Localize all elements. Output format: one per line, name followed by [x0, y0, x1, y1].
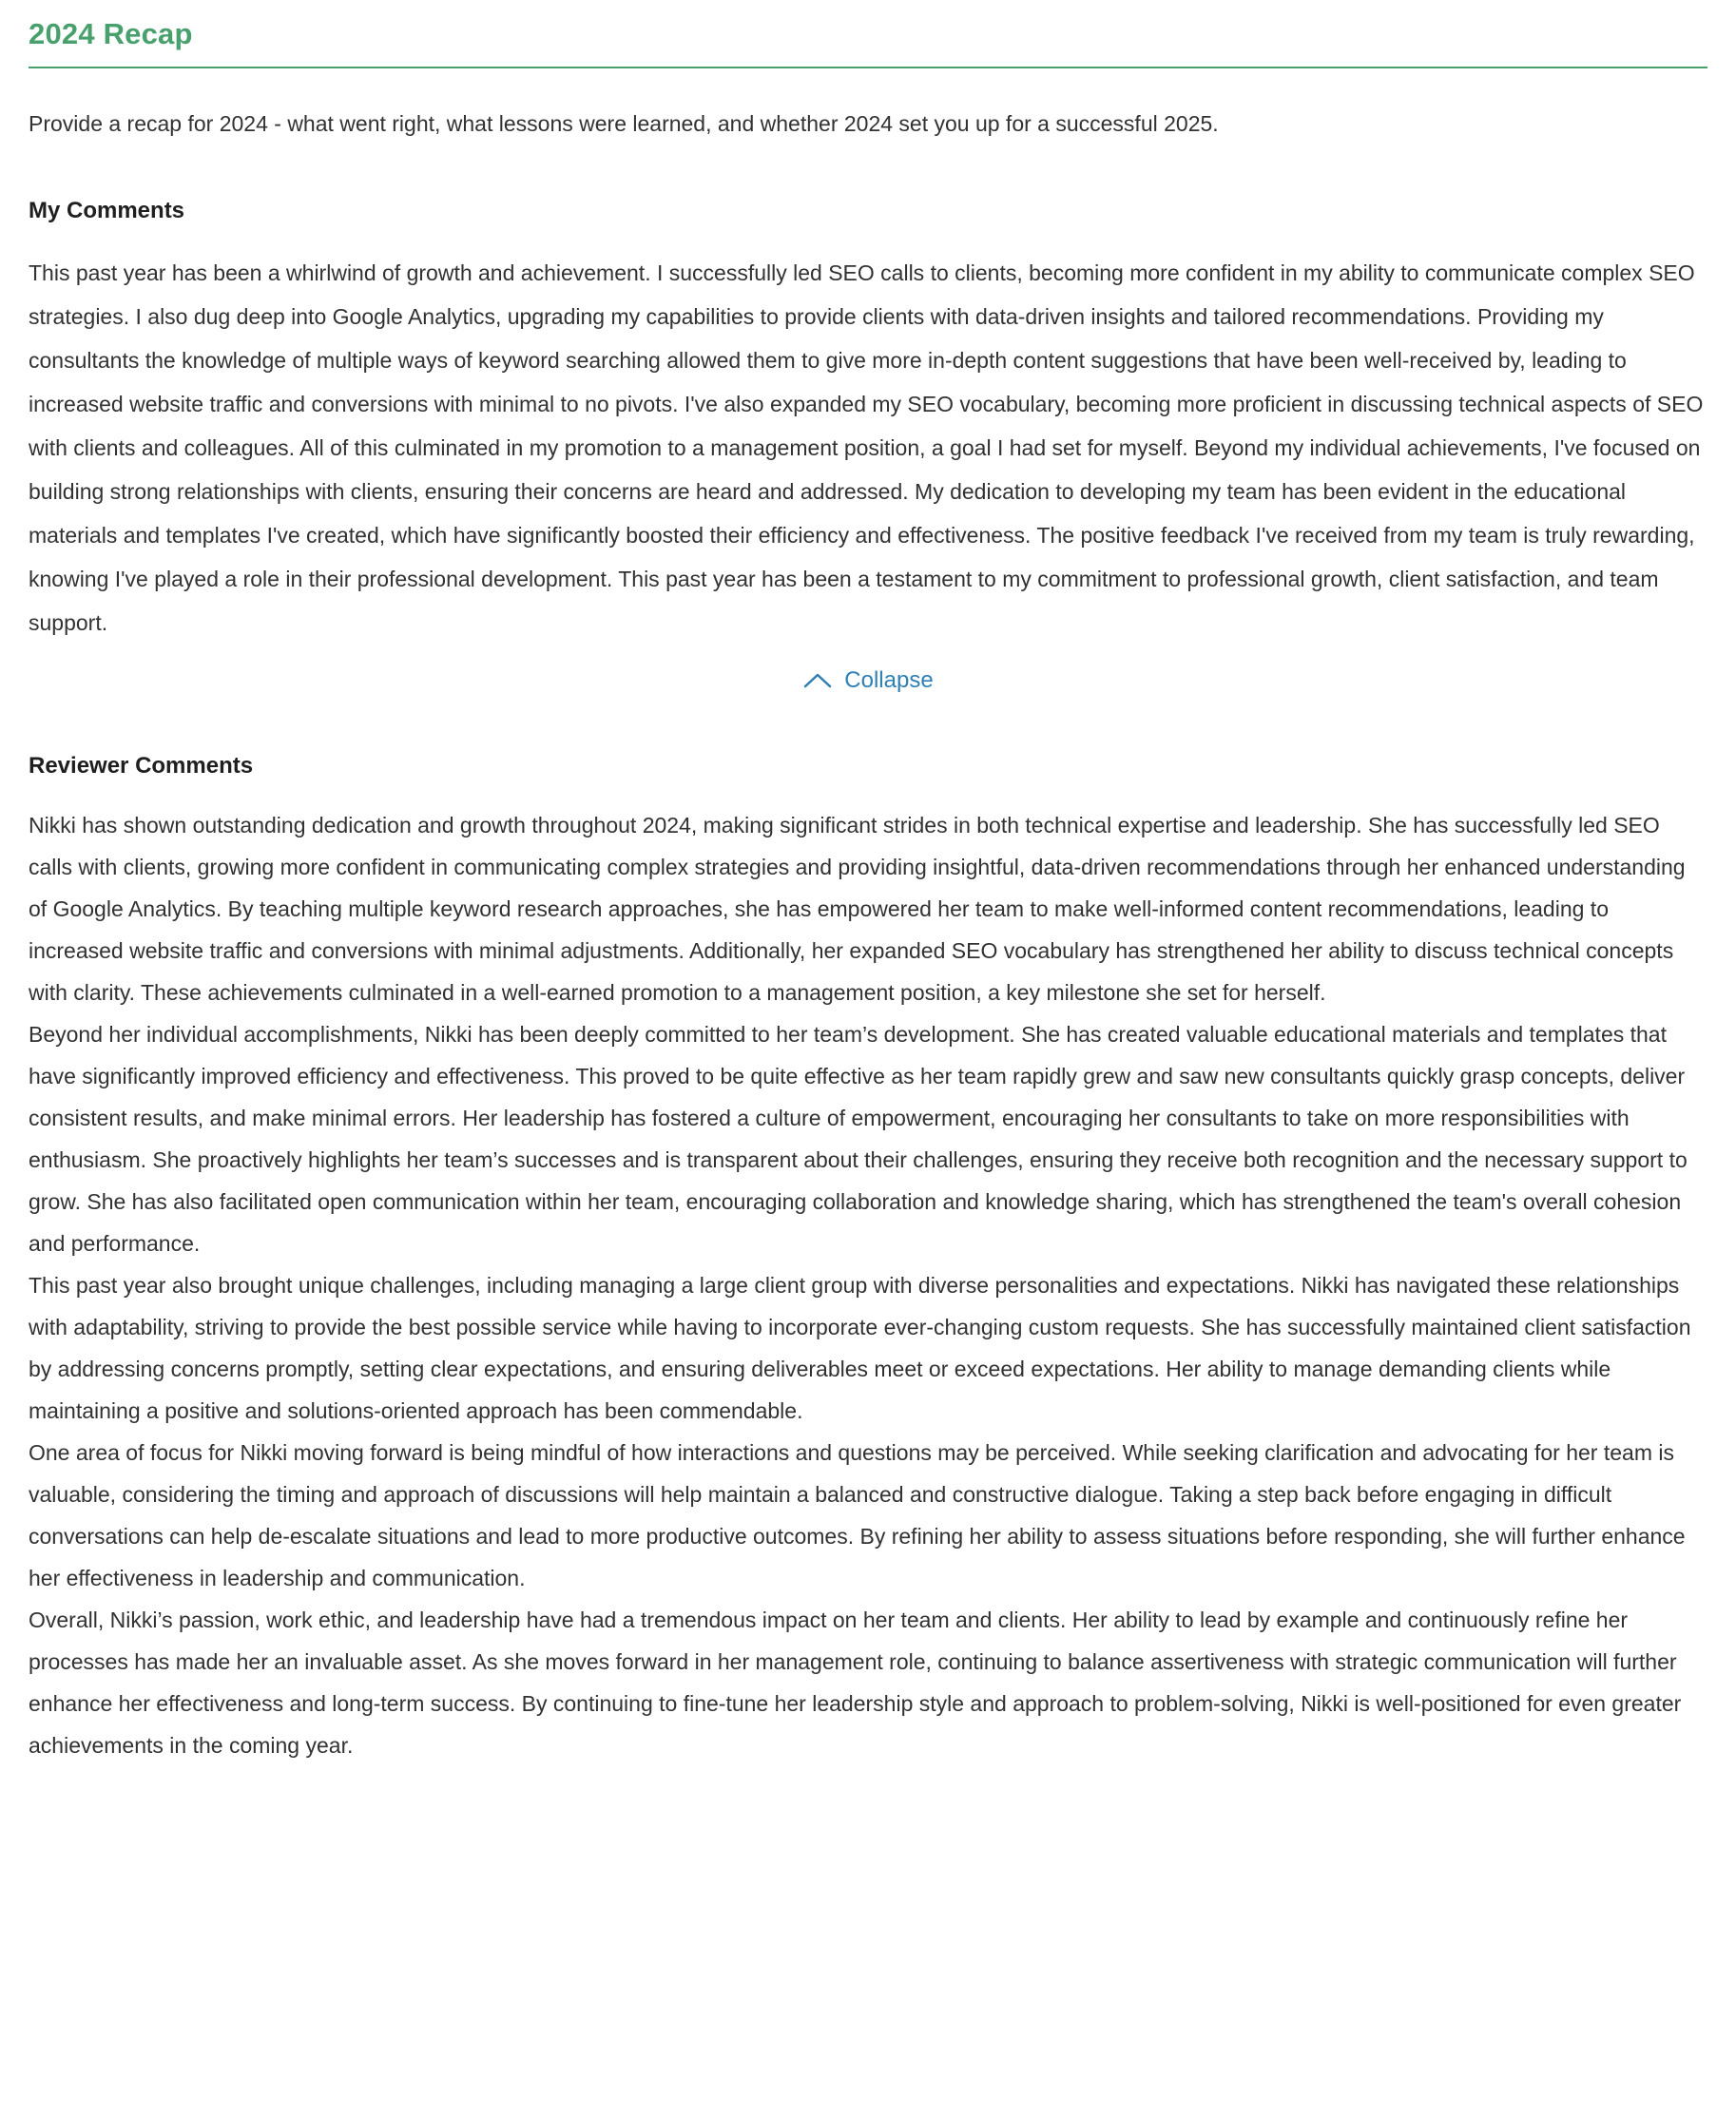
collapse-button[interactable]: [802, 667, 933, 694]
collapse-label: Collapse: [844, 667, 934, 693]
question-prompt: Provide a recap for 2024 - what went right, what lessons were learned, and whether 2024 set you up for a successful 2025.: [29, 111, 1219, 136]
reviewer-paragraph: Overall, Nikki’s passion, work ethic, and leadership have had a tremendous impact on her team and clients. Her ability to lead by example and continuously refine her processes has made her an invaluable asset. As she moves forward in her management role, continuing to balance assertiveness with strategic communication will further enhance her effectiveness and long-term success. By continuing to fine-tune her leadership style and approach to problem-solving, Nikki is well-positioned for even greater achievements in the coming year.: [29, 1608, 1682, 1758]
my-comments-heading: My Comments: [29, 198, 185, 223]
reviewer-paragraph: Nikki has shown outstanding dedication and growth throughout 2024, making significant strides in both technical expertise and leadership. She has successfully led SEO calls with clients, growing more confident in communicating complex strategies and providing insightful, data-driven recommendations through her enhanced understanding of Google Analytics. By teaching multiple keyword research approaches, she has empowered her team to make well-informed content recommendations, leading to increased website traffic and conversions with minimal adjustments. Additionally, her expanded SEO vocabulary has strengthened her ability to discuss technical concepts with clarity. These achievements culminated in a well-earned promotion to a management position, a key milestone she set for herself.: [29, 813, 1686, 1005]
chevron-up-icon: [802, 672, 833, 689]
section-divider: [29, 67, 1707, 68]
reviewer-paragraph: Beyond her individual accomplishments, Nikki has been deeply committed to her team’s development. She has created valuable educational materials and templates that have significantly improved efficiency and effectiveness. This proved to be quite effective as her team rapidly grew and saw new consultants quickly grasp concepts, deliver consistent results, and make minimal errors. Her leadership has fostered a culture of empowerment, encouraging her consultants to take on more responsibilities with enthusiasm. She proactively highlights her team’s successes and is transparent about their challenges, ensuring they receive both recognition and the necessary support to grow. She has also facilitated open communication within her team, encouraging collaboration and knowledge sharing, which has strengthened the team's overall cohesion and performance.: [29, 1022, 1688, 1256]
collapse-row: [29, 667, 1707, 694]
page-title: 2024 Recap: [29, 17, 193, 50]
reviewer-comments-body: [29, 804, 1707, 1766]
reviewer-paragraph: One area of focus for Nikki moving forward is being mindful of how interactions and questions may be perceived. While seeking clarification and advocating for her team is valuable, considering the timing and approach of discussions will help maintain a balanced and constructive dialogue. Taking a step back before engaging in difficult conversations can help de-escalate situations and lead to more productive outcomes. By refining her ability to assess situations before responding, she will further enhance her effectiveness in leadership and communication.: [29, 1440, 1686, 1590]
reviewer-comments-heading: Reviewer Comments: [29, 753, 254, 779]
reviewer-paragraph: This past year also brought unique challenges, including managing a large client group with diverse personalities and expectations. Nikki has navigated these relationships with adaptability, striving to provide the best possible service while having to incorporate ever-changing custom requests. She has successfully maintained client satisfaction by addressing concerns promptly, setting clear expectations, and ensuring deliverables meet or exceed expectations. Her ability to manage demanding clients while maintaining a positive and solutions-oriented approach has been commendable.: [29, 1273, 1691, 1423]
my-comments-body: This past year has been a whirlwind of growth and achievement. I successfully led SEO calls to clients, becoming more confident in my ability to communicate complex SEO strategies. I also dug deep into Google Analytics, upgrading my capabilities to provide clients with data-driven insights and tailored recommendations. Providing my consultants the knowledge of multiple ways of keyword searching allowed them to give more in-depth content suggestions that have been well-received by, leading to increased website traffic and conversions with minimal to no pivots. I've also expanded my SEO vocabulary, becoming more proficient in discussing technical aspects of SEO with clients and colleagues. All of this culminated in my promotion to a management position, a goal I had set for myself. Beyond my individual achievements, I've focused on building strong relationships with clients, ensuring their concerns are heard and addressed. My dedication to developing my team has been evident in the educational materials and templates I've created, which have significantly boosted their efficiency and effectiveness. The positive feedback I've received from my team is truly rewarding, knowing I've played a role in their professional development. This past year has been a testament to my commitment to professional growth, client satisfaction, and team support.: [29, 260, 1704, 635]
